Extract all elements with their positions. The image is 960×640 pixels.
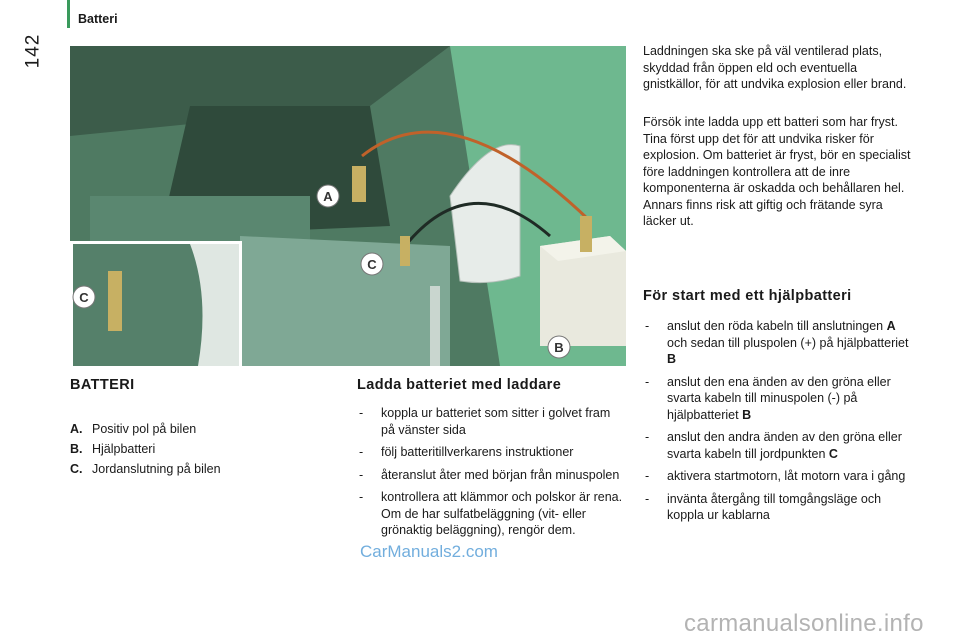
- legend-item: [70, 442, 330, 456]
- battery-heading: BATTERI: [70, 377, 135, 393]
- list-item: - anslut den ena änden av den gröna eller svarta kabeln till minuspolen (-) på hjälpbatteriet B: [643, 374, 915, 424]
- watermark-carmanuals2: CarManuals2.com: [360, 542, 498, 561]
- list-item: - anslut den röda kabeln till anslutningen A och sedan till pluspolen (+) på hjälpbatteriet B: [643, 318, 915, 368]
- warning-paragraph-frozen: Försök inte ladda upp ett batteri som har fryst. Tina först upp det för att undvika risker för explosion. Om batteriet är fryst, bör en specialist före laddningen kontrollera att de inre komponenterna är oskadda och behållaren hel. Annars finns risk att giftig och frätande syra läcker ut.: [643, 115, 911, 228]
- label-c: C: [367, 257, 377, 272]
- watermark-carmanualsonline: carmanualsonline.info: [684, 610, 924, 637]
- legend-text: Jordanslutning på bilen: [92, 462, 221, 476]
- label-c-inset: C: [79, 290, 89, 305]
- legend-key: A.: [70, 422, 83, 436]
- list-item: - invänta återgång till tomgångsläge och koppla ur kablarna: [643, 491, 915, 524]
- legend-key: C.: [70, 462, 83, 476]
- legend-key: B.: [70, 442, 83, 456]
- legend-text: Positiv pol på bilen: [92, 422, 197, 436]
- charging-list: [357, 405, 625, 545]
- legend-item: [70, 422, 330, 436]
- battery-legend: [70, 422, 330, 482]
- label-b: B: [554, 340, 564, 355]
- legend-text: Hjälpbatteri: [92, 442, 156, 456]
- list-item: - återanslut åter med början från minuspolen: [357, 467, 625, 484]
- section-title: Batteri: [78, 12, 118, 26]
- list-item: - koppla ur batteriet som sitter i golvet fram på vänster sida: [357, 405, 625, 438]
- warning-paragraph-ventilation: Laddningen ska ske på väl ventilerad plats, skyddad från öppen eld och eventuella gnistkällor, för att undvika explosion eller brand.: [643, 44, 907, 91]
- list-item: - aktivera startmotorn, låt motorn vara i gång: [643, 468, 915, 485]
- jump-start-list: [643, 318, 915, 530]
- label-a: A: [323, 189, 333, 204]
- jump-start-heading: För start med ett hjälpbatteri: [643, 288, 852, 304]
- legend-item: [70, 462, 330, 476]
- list-item: - följ batteritillverkarens instruktioner: [357, 444, 625, 461]
- charging-heading: Ladda batteriet med laddare: [357, 377, 562, 393]
- engine-bay-illustration: [70, 46, 626, 366]
- list-item: - anslut den andra änden av den gröna eller svarta kabeln till jordpunkten C: [643, 429, 915, 462]
- list-item: - kontrollera att klämmor och polskor är rena. Om de har sulfatbeläggning (vit- eller grönaktig beläggning), rengör dem.: [357, 489, 625, 539]
- header-accent-bar: [67, 0, 70, 28]
- page-number: 142: [22, 33, 44, 69]
